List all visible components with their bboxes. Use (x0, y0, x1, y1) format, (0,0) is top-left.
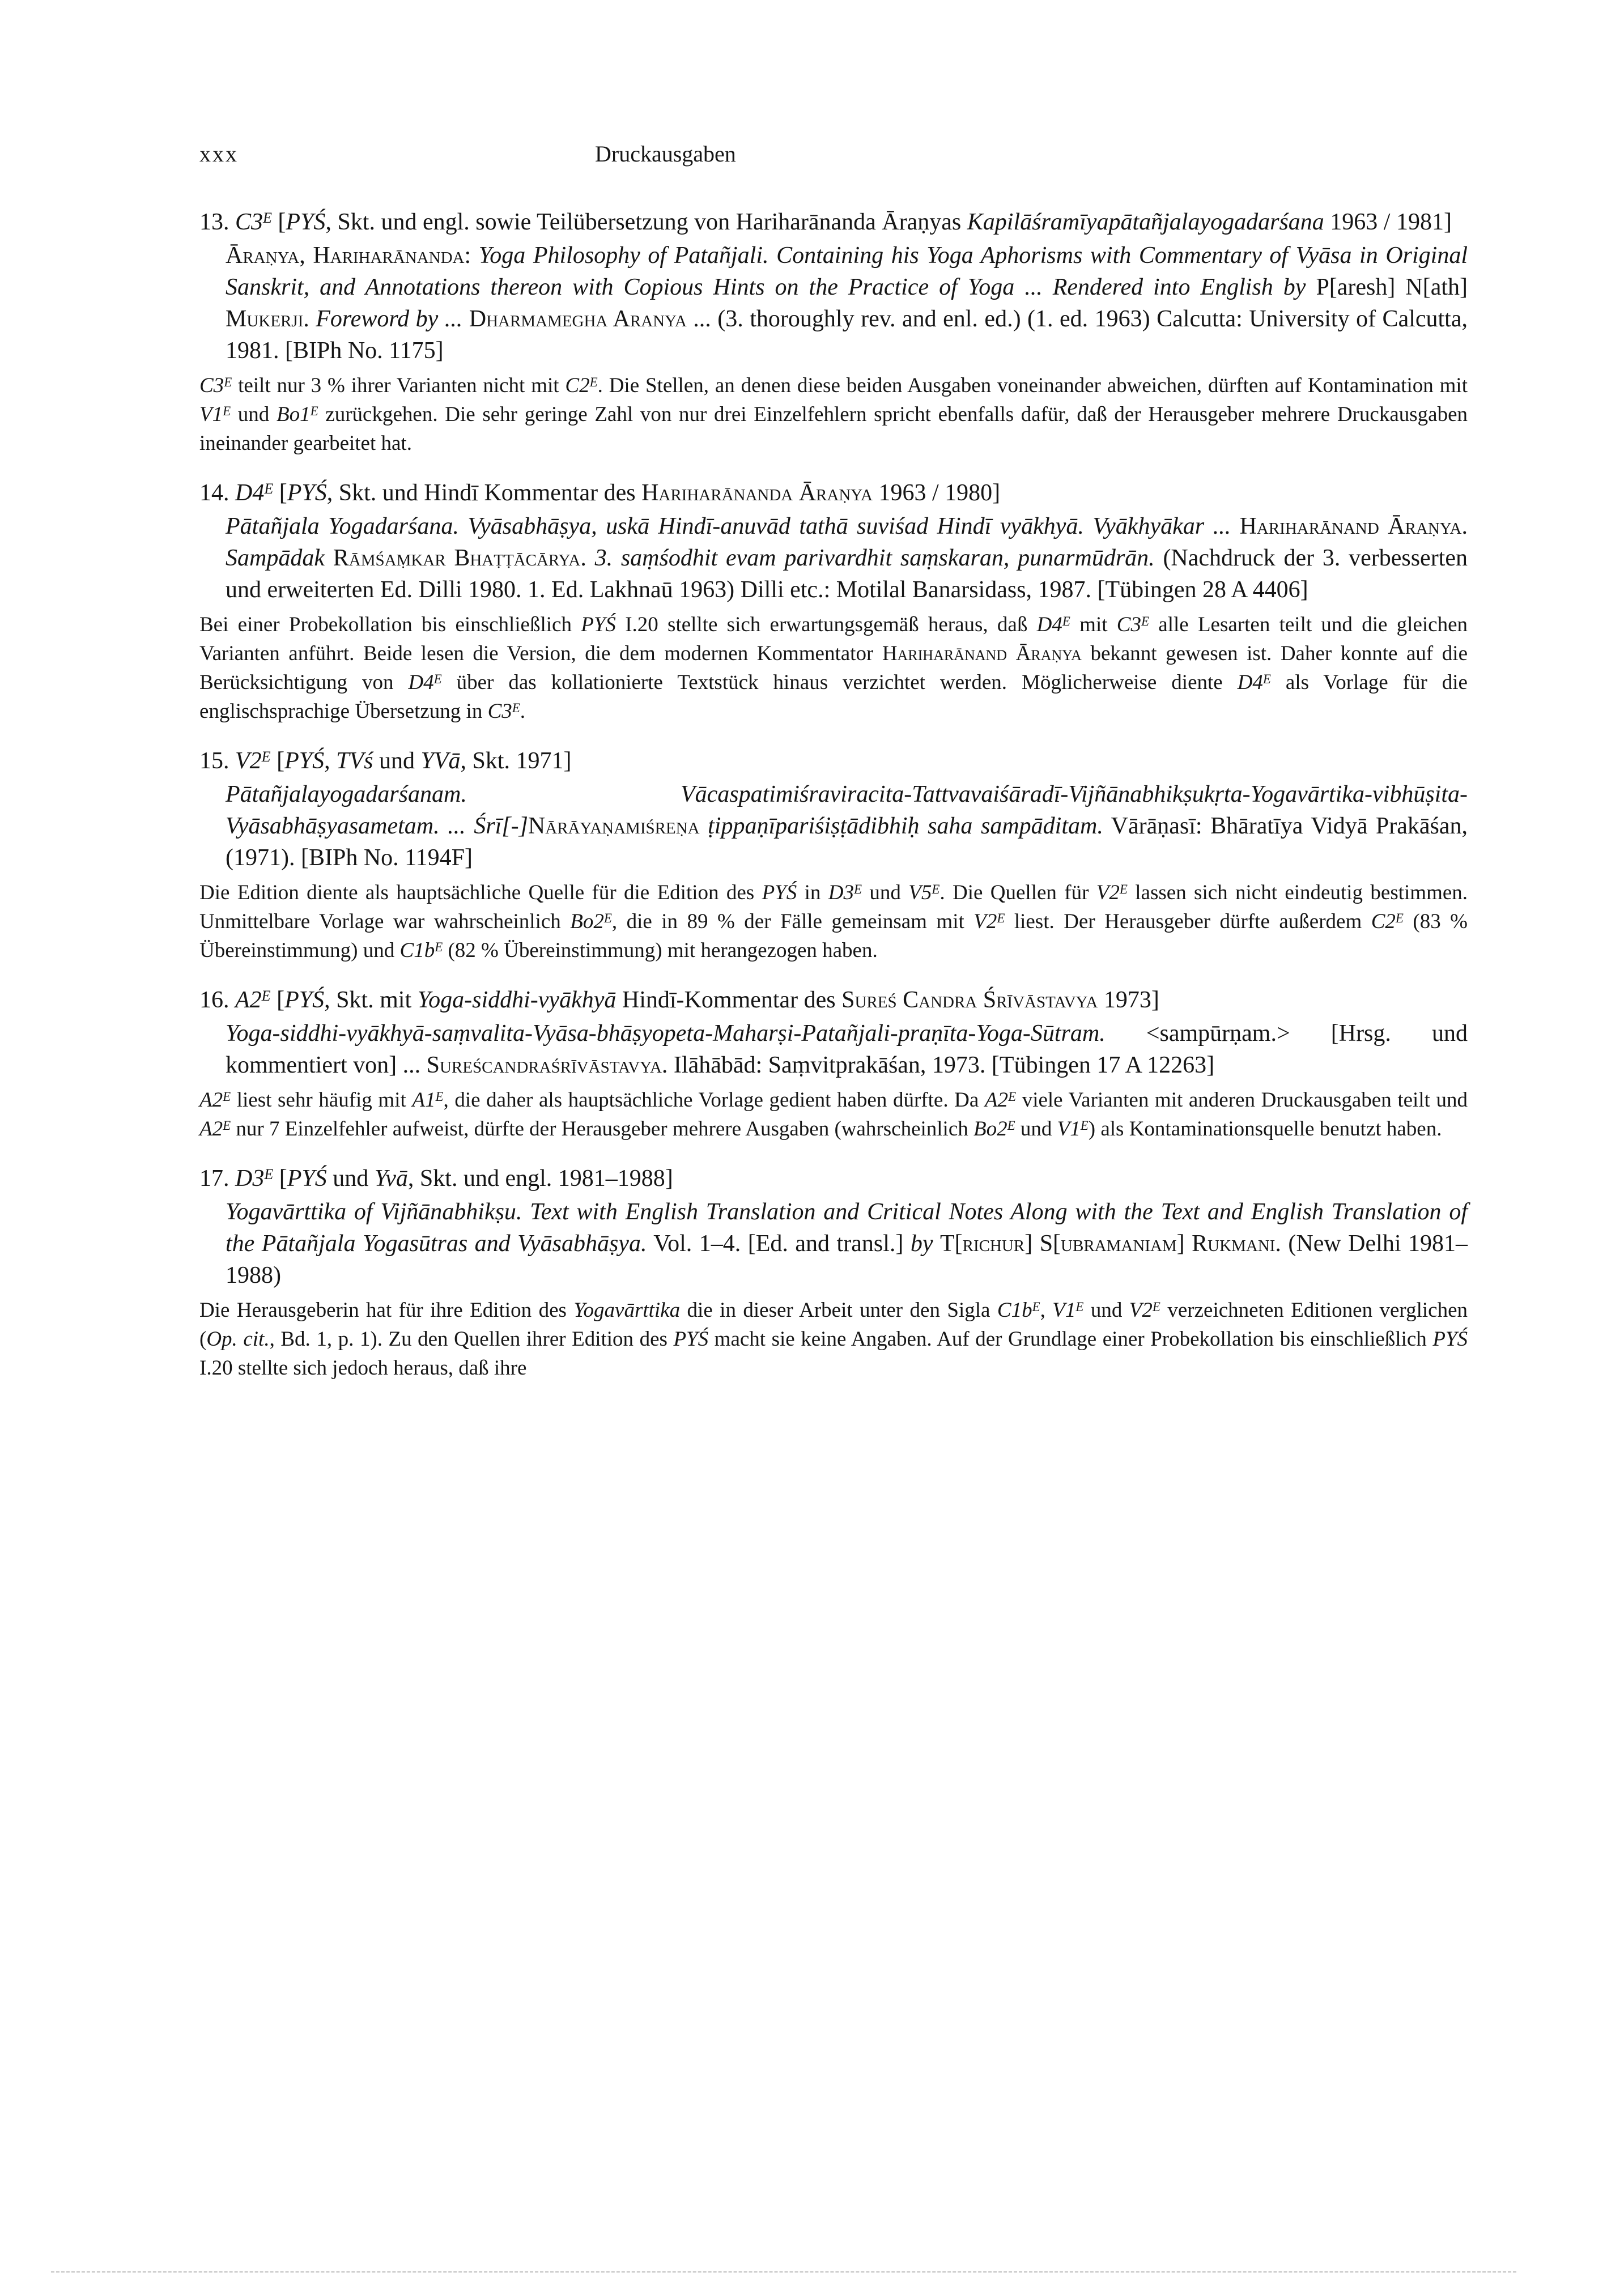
text-run: E (589, 375, 598, 389)
text-run: I.20 stellte sich erwartungsgemäß heraus, daß (615, 613, 1037, 636)
text-run: E (1262, 671, 1271, 686)
entry-citation (226, 510, 1468, 606)
text-run: E (261, 748, 271, 765)
text-run: 17. (199, 1165, 235, 1192)
text-run: E (1062, 614, 1070, 628)
text-run: und (1083, 1299, 1129, 1322)
text-run: 1963 / 1980] (872, 480, 1001, 506)
text-run: (Nachdruck der 3. verbesserten und erweiterten Ed. Dilli 1980. 1. Ed. Lakhnaū 1963) Dilli etc.: Motilal Banarsidass, 1987. [Tübingen 28 A 4406] (226, 545, 1468, 603)
entry-citation (226, 1018, 1468, 1081)
text-run: (83 % Übereinstimmung) und (199, 910, 1468, 962)
text-run: Yogavārttika of Vijñānabhikṣu. Text with English Translation and Critical Notes Along with the Text and English Translation of the Pātañjala Yogasūtras and Vyāsabhāṣya. (226, 1199, 1468, 1257)
text-run: C1b (399, 939, 435, 962)
text-run: über das kollationierte Textstück hinaus verzichtet werden. Möglicherweise diente (441, 671, 1238, 694)
bibliography-entry (199, 477, 1468, 726)
scan-edge-line (51, 2271, 1516, 2273)
text-run: 14. (199, 480, 235, 506)
text-run: , die daher als hauptsächliche Vorlage gedient haben dürfte. Da (443, 1088, 985, 1112)
text-run: YVā (420, 748, 461, 774)
text-run: Hindī-Kommentar des (616, 987, 842, 1013)
text-run: D4 (1036, 613, 1062, 636)
text-run: A2 (199, 1117, 223, 1141)
bibliography-entry (199, 984, 1468, 1143)
text-run: V2 (1129, 1299, 1153, 1322)
text-run: Yoga-siddhi-vyākhyā-saṃvalita-Vyāsa-bhāṣyopeta-Maharṣi-Patañjali-praṇīta-Yoga-Sūtram. (226, 1020, 1106, 1046)
text-run: Hariharānand Āraṇya (882, 642, 1082, 665)
text-run: E (1032, 1299, 1040, 1314)
text-run: Bei einer Probekollation bis einschließlich (199, 613, 581, 636)
text-run: und (373, 748, 421, 774)
text-run: C3 (235, 209, 263, 235)
text-run: (82 % Übereinstimmung) mit herangezogen haben. (443, 939, 878, 962)
text-run: mit (1070, 613, 1117, 636)
running-title: Druckausgaben (595, 141, 736, 167)
text-run: E (261, 988, 271, 1005)
text-run: PYŚ (762, 881, 797, 904)
entry-note (199, 878, 1468, 965)
text-run: 3. saṃśodhit evam parivardhit saṃskaran, punarmūdrān. (594, 545, 1155, 571)
text-run: . (303, 306, 316, 332)
text-run: , Skt. und Hindī Kommentar des (326, 480, 642, 506)
text-run: C3 (1116, 613, 1141, 636)
entry-heading (199, 745, 1468, 777)
text-run: ) als Kontaminationsquelle benutzt haben. (1088, 1117, 1442, 1141)
text-run: C1b (997, 1299, 1032, 1322)
text-run: nur 7 Einzelfehler aufweist, dürfte der Herausgeber mehrere Ausgaben (wahrscheinlich (231, 1117, 974, 1141)
text-run: [ (271, 209, 286, 235)
text-run: Āraṇya, Hariharānanda: (226, 243, 479, 269)
entry-note (199, 1296, 1468, 1382)
text-run: Foreword by ... (316, 306, 469, 332)
text-run: E (263, 210, 272, 227)
text-run: PYŚ (1432, 1328, 1468, 1351)
text-run: und (231, 403, 277, 426)
text-run: . (580, 545, 595, 571)
text-run: I.20 stellte sich jedoch heraus, daß ihre (199, 1356, 527, 1380)
text-run: Die Herausgeberin hat für ihre Edition des (199, 1299, 574, 1322)
text-run: E (1075, 1299, 1084, 1314)
text-run: E (1080, 1118, 1089, 1133)
text-run: PYŚ (673, 1328, 709, 1351)
text-run: ṭippaṇīpariśiṣṭādibhiḥ saha sampāditam. (699, 813, 1103, 839)
text-run: PYŚ (581, 613, 616, 636)
entry-heading (199, 206, 1468, 238)
text-run: E (264, 1166, 274, 1183)
text-run: , Skt. und engl. sowie Teilübersetzung von Hariharānanda Āraṇyas (325, 209, 967, 235)
text-run: TVś (336, 748, 373, 774)
text-run: E (603, 911, 612, 925)
text-run: P[aresh] N[ath] (1316, 274, 1468, 300)
text-run: lassen sich nicht eindeutig bestimmen. Unmittelbare Vorlage war wahrscheinlich (199, 881, 1468, 933)
text-run: als Vorlage für die englischsprachige Übersetzung in (199, 671, 1468, 723)
text-run: [ (270, 987, 285, 1013)
text-run: E (997, 911, 1005, 925)
text-run: PYŚ (286, 209, 326, 235)
text-run: bekannt gewesen ist. Daher konnte auf die Berücksichtigung von (199, 642, 1468, 694)
text-run: verzeichneten Editionen verglichen ( (199, 1299, 1468, 1351)
text-run: ... (3. thoroughly rev. and enl. ed.) (1. ed. 1963) Calcutta: University of Calcutta, 1981. [BIPh No. 1175] (226, 306, 1468, 364)
text-run: . (520, 700, 526, 723)
text-run: Yoga-siddhi-vyākhyā (417, 987, 617, 1013)
text-run: Op. cit. (206, 1328, 270, 1351)
text-run: . Ilāhābād: Saṃvitprakāśan, 1973. [Tübingen 17 A 12263] (661, 1052, 1215, 1078)
text-run: E (264, 480, 274, 497)
text-run: Kapilāśramīyapātañjalayogadarśana (967, 209, 1324, 235)
text-run: A2 (199, 1088, 223, 1112)
entry-heading (199, 984, 1468, 1016)
text-run: V5 (908, 881, 932, 904)
text-run: D3 (235, 1165, 265, 1192)
text-run: V2 (973, 910, 997, 933)
text-run: 1963 / 1981] (1324, 209, 1452, 235)
text-run: E (1395, 911, 1404, 925)
text-run: teilt nur 3 % ihrer Varianten nicht mit (232, 374, 566, 397)
text-run: , (1040, 1299, 1053, 1322)
text-run: 15. (199, 748, 235, 774)
text-run: A2 (235, 987, 262, 1013)
page-header (199, 141, 1468, 170)
text-run: in (797, 881, 828, 904)
text-run: Sureś Candra Śrīvāstavya (841, 987, 1098, 1013)
text-run: [ (270, 748, 285, 774)
text-run: 16. (199, 987, 235, 1013)
text-run: E (512, 700, 520, 715)
text-run: E (932, 882, 940, 896)
text-run: Nārāyaṇamiśreṇa (528, 813, 700, 839)
text-run: , die in 89 % der Fälle gemeinsam mit (611, 910, 974, 933)
text-run: PYŚ (284, 987, 325, 1013)
text-run: V1 (1057, 1117, 1081, 1141)
text-run: viele Varianten mit anderen Druckausgaben teilt und (1016, 1088, 1468, 1112)
text-run: [ (273, 480, 287, 506)
text-run: D4 (408, 671, 434, 694)
text-run: E (223, 1118, 231, 1133)
text-run: Vol. 1–4. [Ed. and transl.] (647, 1231, 911, 1257)
text-run: Vārāṇasī: Bhāratīya Vidyā Prakāśan, (1971). [BIPh No. 1194F] (226, 813, 1468, 871)
text-run: D4 (235, 480, 265, 506)
text-run: Sampādak (226, 545, 333, 571)
text-run: 13. (199, 209, 235, 235)
bibliography-entry (199, 745, 1468, 965)
text-run: V2 (235, 748, 262, 774)
text-run: T[richur] S[ubramaniam] Rukmani (940, 1231, 1276, 1257)
text-run: Hariharānanda Āraṇya (641, 480, 873, 506)
text-run: Pātañjalayogadarśanam. Vācaspatimiśraviracita-Tattvavaiśāradī-Vijñānabhikṣukṛta-Yogavārtika-vibhūṣita-Vyāsabhāṣyasametam. ... Śrī[-] (226, 781, 1468, 839)
text-run: Hariharānand Āraṇya (1239, 513, 1462, 539)
text-run: E (223, 403, 231, 418)
text-run: , Skt. mit (324, 987, 418, 1013)
entry-note (199, 610, 1468, 726)
text-run: E (223, 1089, 231, 1104)
text-run: C2 (565, 374, 590, 397)
text-run: D3 (828, 881, 854, 904)
text-run: liest sehr häufig mit (231, 1088, 413, 1112)
text-run: V2 (1096, 881, 1120, 904)
text-run: C3 (199, 374, 224, 397)
text-run: PYŚ (287, 1165, 327, 1192)
text-run: und (326, 1165, 375, 1192)
text-run: A2 (984, 1088, 1009, 1112)
text-run: by (910, 1231, 940, 1257)
text-run: E (435, 939, 443, 954)
text-run: Rāmśaṃkar Bhaṭṭācārya (333, 545, 581, 571)
entries (199, 206, 1468, 1382)
text-run: E (1007, 1118, 1015, 1133)
text-run: , Skt. und engl. 1981–1988] (407, 1165, 673, 1192)
text-run: A1 (412, 1088, 436, 1112)
text-run: D4 (1237, 671, 1263, 694)
text-run: alle Lesarten teilt und die gleichen Varianten anführt. Beide lesen die Version, die dem modernen Kommentator (199, 613, 1468, 665)
text-run: E (1141, 614, 1149, 628)
text-run: zurückgehen. Die sehr geringe Zahl von nur drei Einzelfehlern spricht ebenfalls dafür, daß der Herausgeber mehrere Druckausgaben ineinander gearbeitet hat. (199, 403, 1468, 455)
text-run: [ (273, 1165, 287, 1192)
text-run: . Die Quellen für (939, 881, 1096, 904)
text-run: E (224, 375, 232, 389)
text-run: . (1461, 513, 1468, 539)
text-run: E (1119, 882, 1128, 896)
text-run: Mukerji (226, 306, 304, 332)
entry-citation (226, 240, 1468, 367)
entry-note (199, 371, 1468, 458)
text-run: C3 (487, 700, 512, 723)
text-run: E (310, 403, 318, 418)
text-run: Die Edition diente als hauptsächliche Quelle für die Edition des (199, 881, 762, 904)
text-run: E (854, 882, 862, 896)
entry-citation (226, 778, 1468, 874)
text-run: . (New Delhi 1981–1988) (226, 1231, 1468, 1288)
text-run: die in dieser Arbeit unter den Sigla (680, 1299, 997, 1322)
text-run: Bo2 (570, 910, 604, 933)
text-run: PYŚ (284, 748, 325, 774)
entry-heading (199, 1163, 1468, 1194)
text-run: E (1152, 1299, 1160, 1314)
text-run: E (433, 671, 442, 686)
text-run: liest. Der Herausgeber dürfte außerdem (1005, 910, 1371, 933)
text-run: Pātañjala Yogadarśana. Vyāsabhāṣya, uskā Hindī-anuvād tathā suviśad Hindī vyākhyā. Vyākhyākar ... (226, 513, 1240, 539)
text-run: Bo1 (277, 403, 311, 426)
text-run: 1973] (1098, 987, 1159, 1013)
text-run: E (1008, 1089, 1017, 1104)
text-run: Yvā (374, 1165, 408, 1192)
text-run: , Bd. 1, p. 1). Zu den Quellen ihrer Edition des (269, 1328, 674, 1351)
text-run: V1 (199, 403, 223, 426)
text-run: und (1015, 1117, 1057, 1141)
entry-note (199, 1086, 1468, 1143)
text-run: , Skt. 1971] (460, 748, 572, 774)
text-run: V1 (1052, 1299, 1076, 1322)
text-run: und (862, 881, 909, 904)
text-run: macht sie keine Angaben. Auf der Grundlage einer Probekollation bis einschließlich (708, 1328, 1433, 1351)
text-run: . Die Stellen, an denen diese beiden Ausgaben voneinander abweichen, dürften auf Kontamination mit (597, 374, 1468, 397)
text-run: Bo2 (973, 1117, 1007, 1141)
entry-citation (226, 1196, 1468, 1291)
text-run: C2 (1371, 910, 1396, 933)
bibliography-entry (199, 206, 1468, 458)
text-run: Sureścandraśrīvāstavya (426, 1052, 662, 1078)
text-run: Yogavārttika (573, 1299, 681, 1322)
entry-heading (199, 477, 1468, 509)
text-run: , (324, 748, 337, 774)
text-run: PYŚ (287, 480, 327, 506)
page-number: xxx (199, 141, 239, 167)
text-run: <sampūrṇam.> [Hrsg. und kommentiert von] ... (226, 1020, 1468, 1078)
text-run: E (435, 1089, 444, 1104)
bibliography-entry (199, 1163, 1468, 1382)
text-run: Dharmamegha Aranya (469, 306, 687, 332)
text-run: Yoga Philosophy of Patañjali. Containing his Yoga Aphorisms with Commentary of Vyāsa in Original Sanskrit, and Annotations thereon with Copious Hints on the Practice of Yoga ... Rendered into English by (226, 243, 1468, 300)
